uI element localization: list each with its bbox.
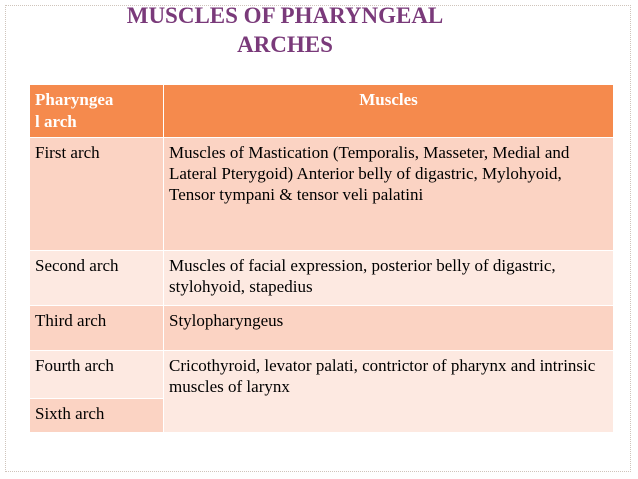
table-header-row — [30, 85, 614, 138]
header-pharyngeal-arch — [30, 85, 164, 138]
title-line-2: ARCHES — [237, 32, 333, 57]
cell-muscles: Muscles of Mastication (Temporalis, Masseter, Medial and Lateral Pterygoid) Anterior belly of digastric, Mylohyoid, Tensor tympani & tensor veli palatini — [164, 138, 614, 251]
cell-arch: First arch — [30, 138, 164, 251]
header-arch-line-1: Pharyngea — [35, 90, 114, 109]
table-row — [30, 251, 614, 306]
title-line-1: MUSCLES OF PHARYNGEAL — [126, 3, 444, 28]
header-arch-line-2: l arch — [35, 112, 77, 131]
slide-title — [100, 1, 470, 59]
header-muscles: Muscles — [164, 85, 614, 138]
cell-arch: Second arch — [30, 251, 164, 306]
cell-arch: Third arch — [30, 306, 164, 351]
table-row — [30, 138, 614, 251]
table-row — [30, 306, 614, 351]
cell-muscles: Cricothyroid, levator palati, contrictor of pharynx and intrinsic muscles of larynx — [164, 351, 614, 433]
cell-arch: Sixth arch — [30, 399, 164, 433]
cell-arch: Fourth arch — [30, 351, 164, 399]
cell-muscles: Muscles of facial expression, posterior belly of digastric, stylohyoid, stapedius — [164, 251, 614, 306]
muscles-table — [29, 84, 614, 433]
cell-muscles: Stylopharyngeus — [164, 306, 614, 351]
table-row — [30, 351, 614, 399]
